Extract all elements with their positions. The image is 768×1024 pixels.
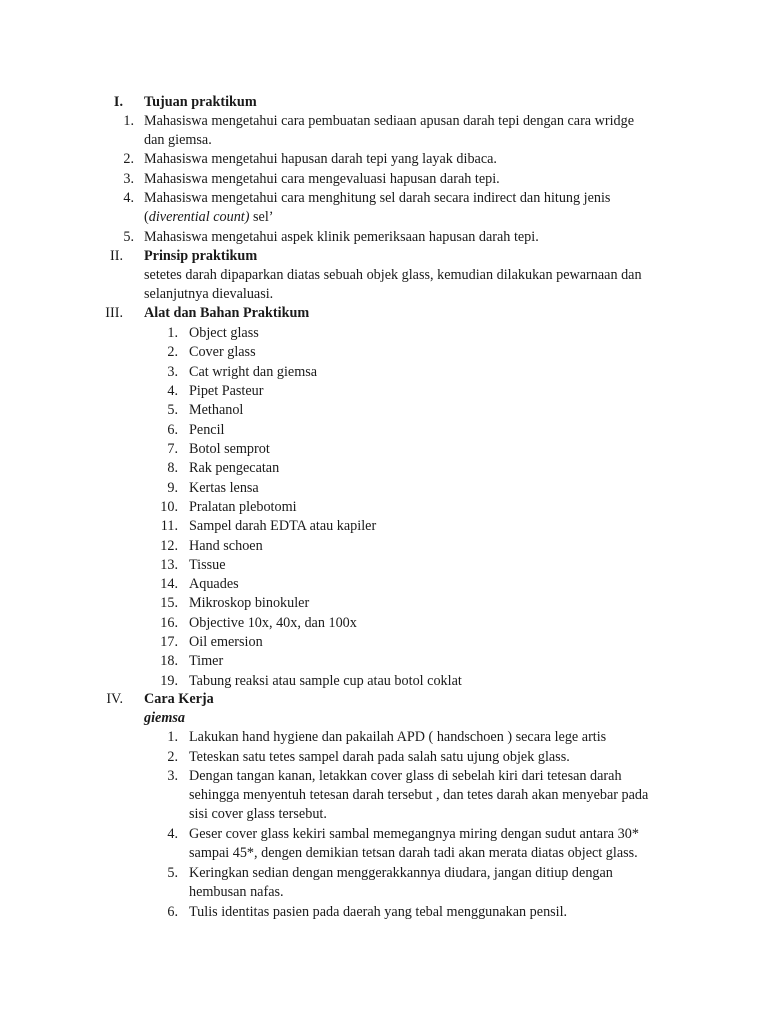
list-item: Botol semprot — [189, 441, 270, 457]
list-item: Keringkan sedian dengan menggerakkannya diudara, jangan ditiup dengan — [189, 865, 613, 881]
list-item: Pencil — [189, 422, 225, 438]
list-item: Mikroskop binokuler — [189, 595, 310, 611]
list-item: Pipet Pasteur — [189, 383, 264, 399]
list-item: Geser cover glass kekiri sambal memegangnya miring dengan sudut antara 30* — [189, 826, 639, 842]
list-item: Mahasiswa mengetahui aspek klinik pemeriksaan hapusan darah tepi. — [144, 229, 539, 245]
list-number: 5. — [167, 402, 178, 418]
section-title: Tujuan praktikum — [144, 94, 257, 110]
list-number: 13. — [160, 557, 178, 573]
list-item: Pralatan plebotomi — [189, 499, 297, 515]
section-title: Alat dan Bahan Praktikum — [144, 305, 310, 321]
list-item-continuation: sehingga menyentuh tetesan darah tersebut , dan tetes darah akan menyebar pada — [189, 787, 649, 803]
list-number: 4. — [123, 190, 134, 206]
list-item: Aquades — [189, 576, 239, 592]
list-item: Sampel darah EDTA atau kapiler — [189, 518, 377, 534]
list-number: 6. — [167, 904, 178, 920]
list-item-continuation: sisi cover glass tersebut. — [189, 806, 327, 822]
list-number: 14. — [160, 576, 178, 592]
list-number: 15. — [160, 595, 178, 611]
list-item: Hand schoen — [189, 538, 263, 554]
list-number: 1. — [167, 325, 178, 341]
list-number: 6. — [167, 422, 178, 438]
trailing-text: sel’ — [249, 209, 274, 225]
list-item: Mahasiswa mengetahui hapusan darah tepi yang layak dibaca. — [144, 151, 497, 167]
list-item: Dengan tangan kanan, letakkan cover glass di sebelah kiri dari tetesan darah — [189, 768, 622, 784]
section-numeral: III. — [105, 305, 123, 321]
list-item: Mahasiswa mengetahui cara pembuatan sediaan apusan darah tepi dengan cara wridge — [144, 113, 635, 129]
list-item: Timer — [189, 653, 224, 669]
list-item: Cover glass — [189, 344, 256, 360]
list-number: 5. — [123, 229, 134, 245]
section-numeral: II. — [110, 248, 123, 264]
list-number: 2. — [167, 749, 178, 765]
list-item: Lakukan hand hygiene dan pakailah APD ( handschoen ) secara lege artis — [189, 729, 607, 745]
list-item: Teteskan satu tetes sampel darah pada salah satu ujung objek glass. — [189, 749, 570, 765]
list-number: 9. — [167, 480, 178, 496]
list-item: Tulis identitas pasien pada daerah yang tebal menggunakan pensil. — [189, 904, 568, 920]
list-item: Tissue — [189, 557, 226, 573]
list-number: 2. — [123, 151, 134, 167]
section-numeral: I. — [113, 94, 123, 110]
list-number: 10. — [160, 499, 178, 515]
paren-open: ( — [144, 209, 149, 225]
list-number: 5. — [167, 865, 178, 881]
list-item: Oil emersion — [189, 634, 263, 650]
list-number: 7. — [167, 441, 178, 457]
list-number: 4. — [167, 383, 178, 399]
list-item: Objective 10x, 40x, dan 100x — [189, 615, 357, 631]
list-item-continuation: hembusan nafas. — [189, 884, 284, 900]
list-number: 12. — [160, 538, 178, 554]
list-item: Methanol — [189, 402, 244, 418]
paragraph-line: setetes darah dipaparkan diatas sebuah objek glass, kemudian dilakukan pewarnaan dan — [144, 267, 642, 283]
list-number: 3. — [167, 364, 178, 380]
list-item: Mahasiswa mengetahui cara mengevaluasi hapusan darah tepi. — [144, 171, 500, 187]
list-number: 19. — [160, 673, 178, 689]
list-item: Mahasiswa mengetahui cara menghitung sel darah secara indirect dan hitung jenis — [144, 190, 611, 206]
list-item-continuation — [144, 208, 274, 227]
list-item: dan giemsa. — [144, 132, 212, 148]
paragraph-line: selanjutnya dievaluasi. — [144, 286, 274, 302]
list-item: Tabung reaksi atau sample cup atau botol coklat — [189, 673, 462, 689]
list-item: Kertas lensa — [189, 480, 259, 496]
list-item: Cat wright dan giemsa — [189, 364, 318, 380]
section-numeral: IV. — [106, 691, 123, 707]
section-subtitle: giemsa — [144, 710, 185, 726]
list-number: 17. — [160, 634, 178, 650]
list-number: 1. — [123, 113, 134, 129]
list-number: 3. — [123, 171, 134, 187]
section-title: Prinsip praktikum — [144, 248, 258, 264]
section-title: Cara Kerja — [144, 691, 214, 707]
italic-term: diverential count) — [148, 209, 250, 225]
list-number: 2. — [167, 344, 178, 360]
list-item: Object glass — [189, 325, 259, 341]
list-number: 8. — [167, 460, 178, 476]
list-item-continuation: sampai 45*, dengen demikian tetsan darah tadi akan merata diatas object glass. — [189, 845, 638, 861]
list-number: 16. — [160, 615, 178, 631]
list-number: 18. — [160, 653, 178, 669]
list-item: Rak pengecatan — [189, 460, 280, 476]
list-number: 1. — [167, 729, 178, 745]
list-number: 3. — [167, 768, 178, 784]
list-number: 4. — [167, 826, 178, 842]
list-number: 11. — [160, 518, 178, 534]
